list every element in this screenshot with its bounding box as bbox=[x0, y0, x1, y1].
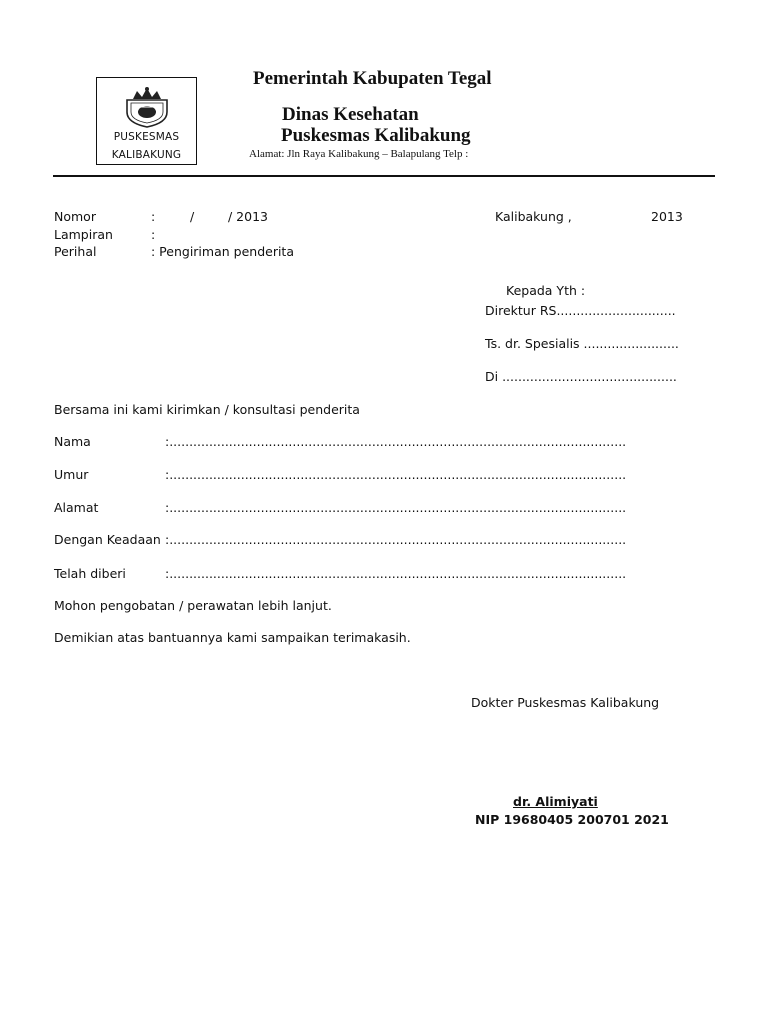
field-value-nama: :................................................................................................................... bbox=[165, 434, 627, 449]
place-label: Kalibakung , bbox=[495, 209, 572, 224]
intro-text: Bersama ini kami kirimkan / konsultasi penderita bbox=[54, 402, 360, 417]
signature-nip: NIP 19680405 200701 2021 bbox=[475, 812, 669, 827]
logo-line2: KALIBAKUNG bbox=[111, 149, 182, 161]
coat-of-arms-icon bbox=[119, 85, 175, 129]
lampiran-label: Lampiran bbox=[54, 227, 113, 242]
government-name: Pemerintah Kabupaten Tegal bbox=[253, 68, 492, 89]
kepada-line: Kepada Yth : bbox=[506, 283, 586, 298]
perihal-value: : Pengiriman penderita bbox=[151, 244, 294, 259]
request-text: Mohon pengobatan / perawatan lebih lanjut. bbox=[54, 598, 332, 613]
nomor-label: Nomor bbox=[54, 209, 96, 224]
field-label-umur: Umur bbox=[54, 467, 89, 482]
signature-title: Dokter Puskesmas Kalibakung bbox=[471, 695, 660, 710]
field-label-alamat: Alamat bbox=[54, 500, 99, 515]
direktur-line: Direktur RS.............................. bbox=[485, 303, 676, 318]
nomor-slash: / bbox=[190, 209, 195, 224]
field-label-nama: Nama bbox=[54, 434, 91, 449]
spesialis-line: Ts. dr. Spesialis ........................ bbox=[485, 336, 679, 351]
signature-name: dr. Alimiyati bbox=[513, 794, 598, 809]
field-value-umur: :................................................................................................................... bbox=[165, 467, 627, 482]
field-value-alamat: :................................................................................................................... bbox=[165, 500, 627, 515]
di-line: Di ............................................ bbox=[485, 369, 677, 384]
letterhead-divider bbox=[53, 175, 715, 177]
field-label-telah-diberi: Telah diberi bbox=[54, 566, 126, 581]
department-name: Dinas Kesehatan bbox=[282, 104, 419, 125]
nomor-colon: : bbox=[151, 209, 156, 224]
lampiran-value: : bbox=[151, 227, 156, 242]
logo-line1: PUSKESMAS bbox=[113, 131, 180, 143]
logo-box bbox=[96, 77, 197, 165]
field-value-telah-diberi: :................................................................................................................... bbox=[165, 566, 627, 581]
field-value-keadaan: :................................................................................................................... bbox=[165, 532, 627, 547]
office-name: Puskesmas Kalibakung bbox=[281, 125, 471, 146]
perihal-label: Perihal bbox=[54, 244, 97, 259]
nomor-value: / 2013 bbox=[228, 209, 268, 224]
field-label-keadaan: Dengan Keadaan bbox=[54, 532, 161, 547]
closing-text: Demikian atas bantuannya kami sampaikan terimakasih. bbox=[54, 630, 411, 645]
office-address: Alamat: Jln Raya Kalibakung – Balapulang Telp : bbox=[249, 148, 469, 160]
letter-year: 2013 bbox=[651, 209, 683, 224]
